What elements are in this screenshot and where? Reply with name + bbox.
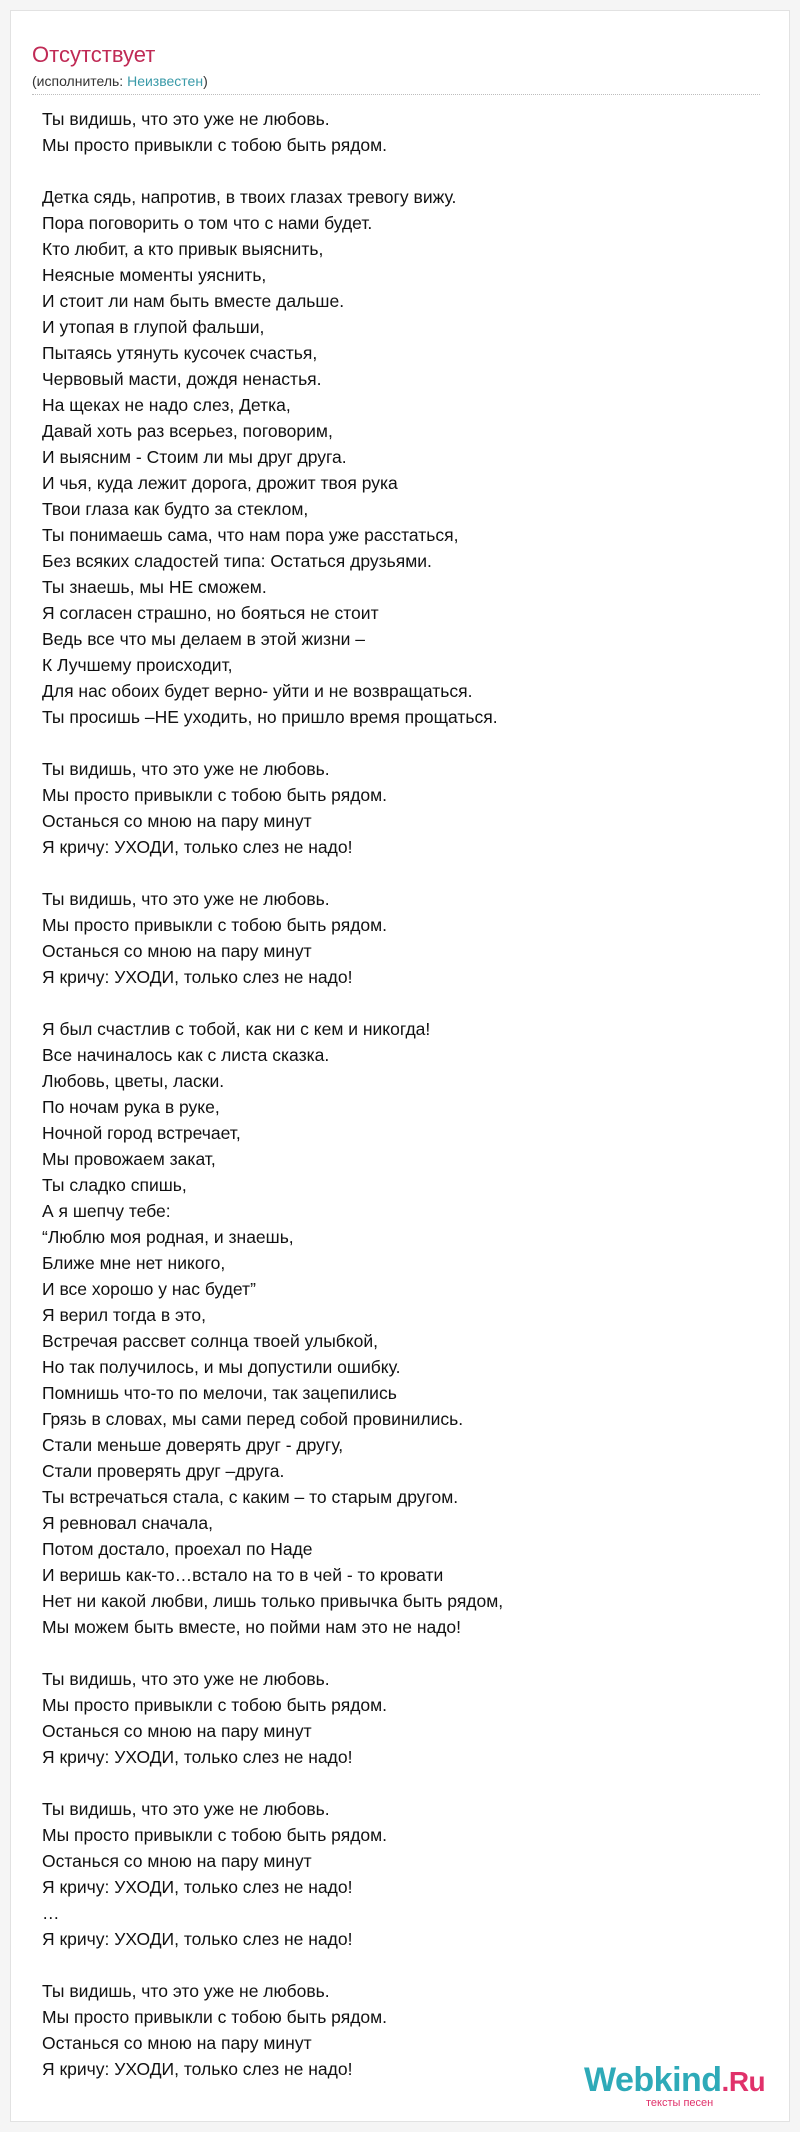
lyric-line: Потом достало, проехал по Наде bbox=[42, 1539, 313, 1559]
lyrics-stanza bbox=[42, 1016, 762, 1640]
lyric-line: Кто любит, а кто привык выяснить, bbox=[42, 239, 324, 259]
lyric-line: Все начиналось как с листа сказка. bbox=[42, 1045, 330, 1065]
lyric-line: Стали меньше доверять друг - другу, bbox=[42, 1435, 344, 1455]
artist-prefix: (исполнитель: bbox=[32, 73, 128, 89]
lyrics-stanza bbox=[42, 1666, 762, 1770]
lyric-line: Ближе мне нет никого, bbox=[42, 1253, 226, 1273]
lyric-line: Стали проверять друг –друга. bbox=[42, 1461, 285, 1481]
lyric-line: И все хорошо у нас будет” bbox=[42, 1279, 256, 1299]
lyric-line: Ночной город встречает, bbox=[42, 1123, 241, 1143]
lyric-line: Ты видишь, что это уже не любовь. bbox=[42, 1981, 330, 2001]
lyrics-stanza bbox=[42, 106, 762, 158]
lyric-line: И стоит ли нам быть вместе дальше. bbox=[42, 291, 345, 311]
artist-line bbox=[32, 72, 208, 90]
lyric-line: “Люблю моя родная, и знаешь, bbox=[42, 1227, 294, 1247]
logo-wordmark bbox=[584, 2061, 765, 2101]
lyric-line: Я ревновал сначала, bbox=[42, 1513, 213, 1533]
artist-suffix: ) bbox=[203, 73, 208, 89]
lyric-line: Ты просишь –НЕ уходить, но пришло время прощаться. bbox=[42, 707, 498, 727]
lyric-line: Ты видишь, что это уже не любовь. bbox=[42, 1669, 330, 1689]
lyric-line: Я кричу: УХОДИ, только слез не надо! bbox=[42, 2059, 353, 2079]
lyric-line: Мы просто привыкли с тобою быть рядом. bbox=[42, 785, 388, 805]
lyric-line: Останься со мною на пару минут bbox=[42, 2033, 312, 2053]
lyrics-body bbox=[42, 106, 762, 2108]
lyric-line: Я кричу: УХОДИ, только слез не надо! bbox=[42, 1747, 353, 1767]
lyric-line: Останься со мною на пару минут bbox=[42, 1721, 312, 1741]
lyric-line: Ты видишь, что это уже не любовь. bbox=[42, 1799, 330, 1819]
lyric-line: И выясним - Стоим ли мы друг друга. bbox=[42, 447, 347, 467]
lyric-line: По ночам рука в руке, bbox=[42, 1097, 220, 1117]
lyric-line: Мы просто привыкли с тобою быть рядом. bbox=[42, 915, 388, 935]
lyric-line: И чья, куда лежит дорога, дрожит твоя рука bbox=[42, 473, 398, 493]
song-title: Отсутствует bbox=[32, 42, 156, 67]
logo-tagline: тексты песен bbox=[646, 2097, 714, 2109]
lyric-line: Мы провожаем закат, bbox=[42, 1149, 216, 1169]
lyrics-stanza bbox=[42, 756, 762, 860]
lyric-line: Ты видишь, что это уже не любовь. bbox=[42, 109, 330, 129]
lyrics-stanza bbox=[42, 1796, 762, 1952]
lyric-line: Я кричу: УХОДИ, только слез не надо! bbox=[42, 1929, 353, 1949]
lyric-line: Я кричу: УХОДИ, только слез не надо! bbox=[42, 837, 353, 857]
lyric-line: И утопая в глупой фальши, bbox=[42, 317, 265, 337]
lyric-line: Для нас обоих будет верно- уйти и не возвращаться. bbox=[42, 681, 473, 701]
lyric-line: Любовь, цветы, ласки. bbox=[42, 1071, 225, 1091]
lyric-line: Ты видишь, что это уже не любовь. bbox=[42, 889, 330, 909]
lyric-line: Останься со мною на пару минут bbox=[42, 941, 312, 961]
lyric-line: Я кричу: УХОДИ, только слез не надо! bbox=[42, 1877, 353, 1897]
title-divider bbox=[32, 94, 760, 95]
lyric-line: Останься со мною на пару минут bbox=[42, 1851, 312, 1871]
lyric-line: Неясные моменты уяснить, bbox=[42, 265, 267, 285]
lyric-line: Ты видишь, что это уже не любовь. bbox=[42, 759, 330, 779]
lyric-line: Помнишь что-то по мелочи, так зацепились bbox=[42, 1383, 397, 1403]
lyric-line: Нет ни какой любви, лишь только привычка быть рядом, bbox=[42, 1591, 504, 1611]
lyric-line: Червовый масти, дождя ненастья. bbox=[42, 369, 322, 389]
artist-link[interactable]: Неизвестен bbox=[127, 73, 204, 89]
lyric-line: Я верил тогда в это, bbox=[42, 1305, 206, 1325]
lyrics-stanza bbox=[42, 184, 762, 730]
lyric-line: Встречая рассвет солнца твоей улыбкой, bbox=[42, 1331, 379, 1351]
lyric-line: Грязь в словах, мы сами перед собой провинились. bbox=[42, 1409, 464, 1429]
lyric-line: Пора поговорить о том что с нами будет. bbox=[42, 213, 373, 233]
lyric-line: Ты встречаться стала, с каким – то старым другом. bbox=[42, 1487, 459, 1507]
lyric-line: Мы просто привыкли с тобою быть рядом. bbox=[42, 2007, 388, 2027]
site-logo[interactable] bbox=[584, 2061, 774, 2109]
lyric-line: Пытаясь утянуть кусочек счастья, bbox=[42, 343, 318, 363]
lyric-line: Мы просто привыкли с тобою быть рядом. bbox=[42, 135, 388, 155]
lyric-line: Ведь все что мы делаем в этой жизни – bbox=[42, 629, 366, 649]
logo-domain: .Ru bbox=[721, 2066, 766, 2097]
lyric-line: На щеках не надо слез, Детка, bbox=[42, 395, 291, 415]
lyric-line: Я согласен страшно, но бояться не стоит bbox=[42, 603, 379, 623]
lyric-line: Твои глаза как будто за стеклом, bbox=[42, 499, 309, 519]
lyric-line: Я был счастлив с тобой, как ни с кем и никогда! bbox=[42, 1019, 431, 1039]
lyric-line: Но так получилось, и мы допустили ошибку. bbox=[42, 1357, 401, 1377]
lyric-line: Мы можем быть вместе, но пойми нам это не надо! bbox=[42, 1617, 462, 1637]
lyric-line: Ты понимаешь сама, что нам пора уже расстаться, bbox=[42, 525, 459, 545]
lyric-line: Детка сядь, напротив, в твоих глазах тревогу вижу. bbox=[42, 187, 457, 207]
lyric-line: Я кричу: УХОДИ, только слез не надо! bbox=[42, 967, 353, 987]
lyric-line: К Лучшему происходит, bbox=[42, 655, 233, 675]
lyric-line: А я шепчу тебе: bbox=[42, 1201, 171, 1221]
lyric-line: Без всяких сладостей типа: Остаться друзьями. bbox=[42, 551, 432, 571]
lyric-line: Ты сладко спишь, bbox=[42, 1175, 187, 1195]
lyric-line: … bbox=[42, 1903, 60, 1923]
lyric-line: Мы просто привыкли с тобою быть рядом. bbox=[42, 1825, 388, 1845]
lyric-line: Останься со мною на пару минут bbox=[42, 811, 312, 831]
lyric-line: Мы просто привыкли с тобою быть рядом. bbox=[42, 1695, 388, 1715]
lyrics-stanza bbox=[42, 886, 762, 990]
logo-brand: Webkind bbox=[584, 2061, 722, 2099]
lyric-line: Ты знаешь, мы НЕ сможем. bbox=[42, 577, 267, 597]
lyric-line: И веришь как-то…встало на то в чей - то кровати bbox=[42, 1565, 444, 1585]
lyric-line: Давай хоть раз всерьез, поговорим, bbox=[42, 421, 333, 441]
